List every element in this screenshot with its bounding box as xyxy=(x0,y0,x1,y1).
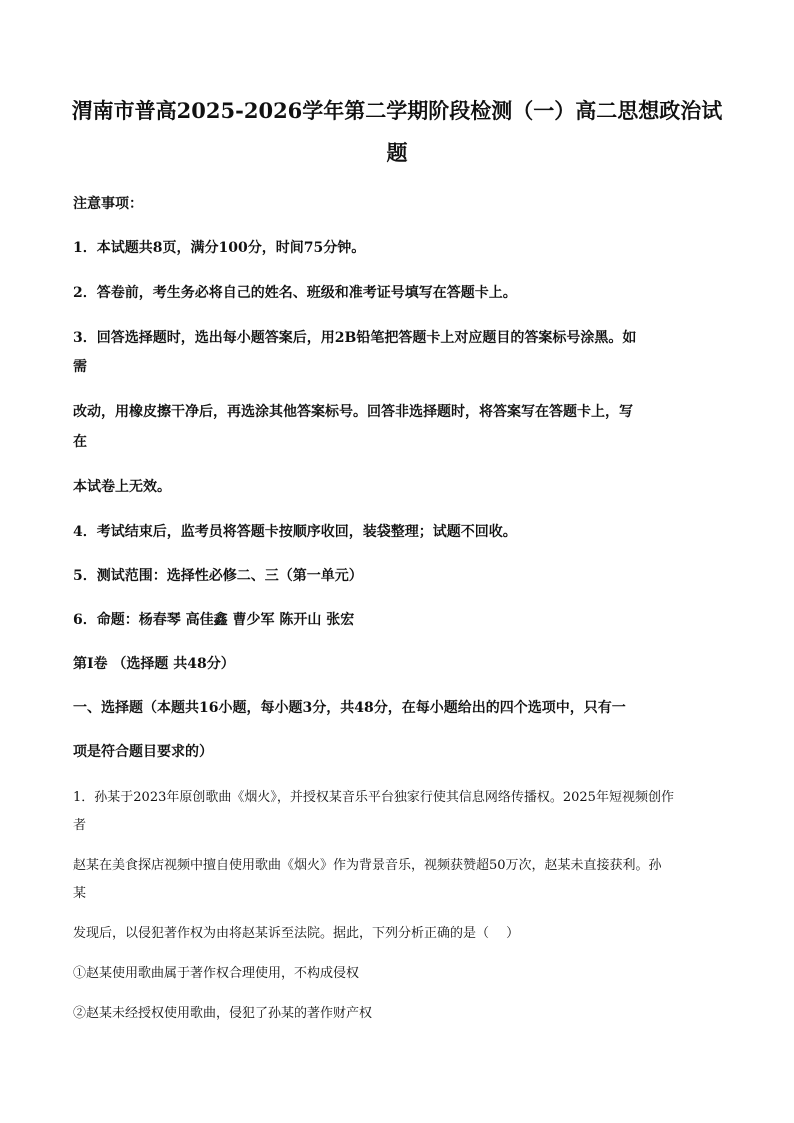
notice-item: 本试卷上无效。 xyxy=(73,479,171,495)
question-1-line: 者 xyxy=(73,818,87,833)
question-1-line: 1．孙某于2023年原创歌曲《烟火》，并授权某音乐平台独家行使其信息网络传播权。2025年短视频创作 xyxy=(73,790,674,805)
question-1-option: ②赵某未经授权使用歌曲，侵犯了孙某的著作财产权 xyxy=(73,1006,373,1021)
question-1-option: ①赵某使用歌曲属于著作权合理使用，不构成侵权 xyxy=(73,966,360,981)
notice-item: 5．测试范围：选择性必修二、三（第一单元） xyxy=(73,568,363,584)
notice-item: 6．命题：杨春琴 高佳鑫 曹少军 陈开山 张宏 xyxy=(73,612,355,628)
notice-item: 需 xyxy=(73,359,87,375)
notice-heading: 注意事项： xyxy=(73,196,143,212)
question-1-line: 某 xyxy=(73,886,87,901)
notice-item: 3．回答选择题时，选出每小题答案后，用2B铅笔把答题卡上对应题目的答案标号涂黑。如 xyxy=(73,330,637,346)
notice-item: 4．考试结束后，监考员将答题卡按顺序收回，装袋整理；试题不回收。 xyxy=(73,524,517,540)
part-heading-line-2: 项是符合题目要求的） xyxy=(73,744,213,760)
part-heading-line-1: 一、选择题（本题共16小题，每小题3分，共48分，在每小题给出的四个选项中，只有一 xyxy=(73,700,626,716)
section-title: 第Ⅰ卷 （选择题 共48分） xyxy=(73,656,235,672)
notice-item: 改动，用橡皮擦干净后，再选涂其他答案标号。回答非选择题时，将答案写在答题卡上，写 xyxy=(73,404,633,420)
notice-item: 2．答卷前，考生务必将自己的姓名、班级和准考证号填写在答题卡上。 xyxy=(73,285,517,301)
exam-title-line-2: 题 xyxy=(386,140,408,165)
notice-item: 1．本试题共8页，满分100分，时间75分钟。 xyxy=(73,240,366,256)
exam-title-line-1: 渭南市普高2025-2026学年第二学期阶段检测（一）高二思想政治试 xyxy=(71,98,723,123)
question-1-line: 发现后，以侵犯著作权为由将赵某诉至法院。据此，下列分析正确的是（ ） xyxy=(73,926,520,941)
notice-item: 在 xyxy=(73,434,87,450)
question-1-line: 赵某在美食探店视频中擅自使用歌曲《烟火》作为背景音乐，视频获赞超50万次，赵某未直接获利。孙 xyxy=(73,858,662,873)
